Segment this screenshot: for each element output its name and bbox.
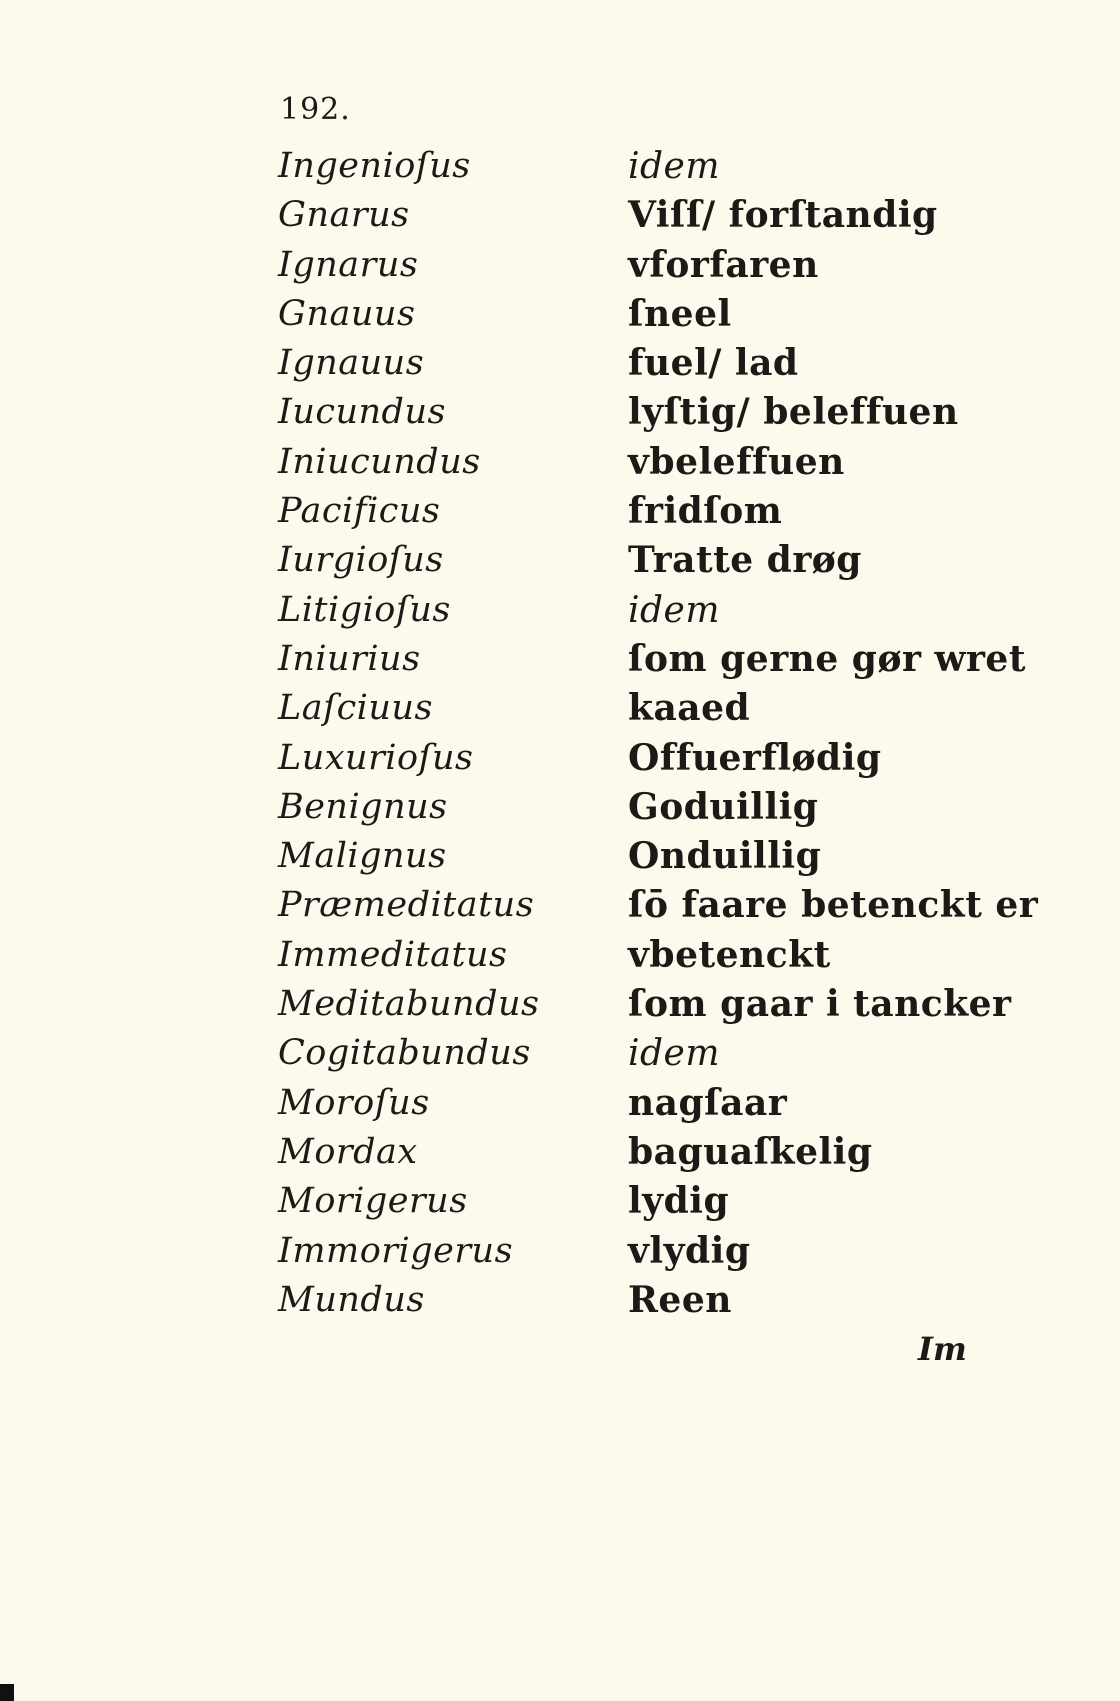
danish-translation: nagſaar: [628, 1081, 788, 1124]
scan-corner-mark: [0, 1684, 14, 1701]
glossary-entry: [0, 142, 1120, 191]
glossary-entry: [0, 783, 1120, 832]
danish-translation: Viſſ/ forſtandig: [628, 194, 938, 237]
latin-term: Mundus: [278, 1279, 425, 1320]
danish-translation: Reen: [628, 1278, 732, 1321]
latin-term: Immorigerus: [278, 1230, 514, 1271]
danish-translation: Tratte drøg: [628, 539, 862, 582]
latin-term: Ignarus: [278, 244, 419, 285]
danish-translation: lyſtig/ beleffuen: [628, 391, 959, 434]
glossary-entry: [0, 1177, 1120, 1226]
latin-term: Præmeditatus: [278, 885, 535, 926]
glossary-entry: [0, 1079, 1120, 1128]
danish-translation: Goduillig: [628, 785, 819, 828]
latin-term: Cogitabundus: [278, 1033, 531, 1074]
glossary-entry: [0, 881, 1120, 930]
glossary-list: [0, 142, 1120, 1325]
glossary-entry: [0, 734, 1120, 783]
latin-term: Moroſus: [278, 1082, 430, 1123]
danish-translation: lydig: [628, 1180, 730, 1223]
danish-translation: idem: [628, 146, 720, 187]
latin-term: Iurgioſus: [278, 540, 444, 581]
glossary-entry: [0, 931, 1120, 980]
glossary-entry: [0, 832, 1120, 881]
glossary-entry: [0, 388, 1120, 437]
latin-term: Litigioſus: [278, 589, 451, 630]
glossary-entry: [0, 536, 1120, 585]
glossary-entry: [0, 684, 1120, 733]
latin-term: Pacificus: [278, 491, 441, 532]
latin-term: Luxurioſus: [278, 737, 474, 778]
glossary-entry: [0, 1029, 1120, 1078]
glossary-entry: [0, 191, 1120, 240]
danish-translation: ſneel: [628, 292, 732, 335]
latin-term: Ingenioſus: [278, 146, 471, 186]
danish-translation: vbetenckt: [628, 933, 831, 976]
latin-term: Malignus: [278, 836, 447, 877]
latin-term: Ignauus: [278, 343, 425, 384]
glossary-entry: [0, 487, 1120, 536]
danish-translation: ſom gaar i tancker: [628, 983, 1012, 1026]
latin-term: Mordax: [278, 1131, 418, 1172]
latin-term: Gnarus: [278, 195, 410, 236]
latin-term: Iniucundus: [278, 441, 481, 482]
danish-translation: Offuerflødig: [628, 736, 882, 779]
danish-translation: baguaſkelig: [628, 1130, 873, 1173]
glossary-entry: [0, 635, 1120, 684]
glossary-entry: [0, 586, 1120, 635]
danish-translation: fridſom: [628, 490, 783, 533]
latin-term: Morigerus: [278, 1181, 468, 1222]
danish-translation: ſom gerne gør wret: [628, 637, 1026, 680]
latin-term: Laſciuus: [278, 688, 433, 729]
glossary-entry: [0, 1227, 1120, 1276]
glossary-entry: [0, 980, 1120, 1029]
glossary-entry: [0, 241, 1120, 290]
page-number: 192.: [280, 92, 351, 127]
latin-term: Benignus: [278, 786, 448, 827]
danish-translation: Onduillig: [628, 835, 822, 878]
danish-translation: ſō faare betenckt er: [628, 884, 1039, 927]
latin-term: Iucundus: [278, 392, 446, 433]
latin-term: Meditabundus: [278, 984, 540, 1025]
glossary-entry: [0, 290, 1120, 339]
glossary-entry: [0, 339, 1120, 388]
latin-term: Gnauus: [278, 293, 416, 334]
danish-translation: vforfaren: [628, 243, 819, 286]
glossary-entry: [0, 438, 1120, 487]
danish-translation: kaaed: [628, 687, 751, 730]
glossary-entry: [0, 1128, 1120, 1177]
catchword: Im: [918, 1330, 967, 1368]
danish-translation: vbeleffuen: [628, 440, 845, 483]
danish-translation: idem: [628, 1033, 720, 1075]
glossary-entry: [0, 1276, 1120, 1325]
latin-term: Immeditatus: [278, 934, 508, 975]
danish-translation: idem: [628, 589, 720, 631]
danish-translation: fuel/ lad: [628, 342, 799, 385]
latin-term: Iniurius: [278, 638, 421, 679]
danish-translation: vlydig: [628, 1229, 751, 1272]
